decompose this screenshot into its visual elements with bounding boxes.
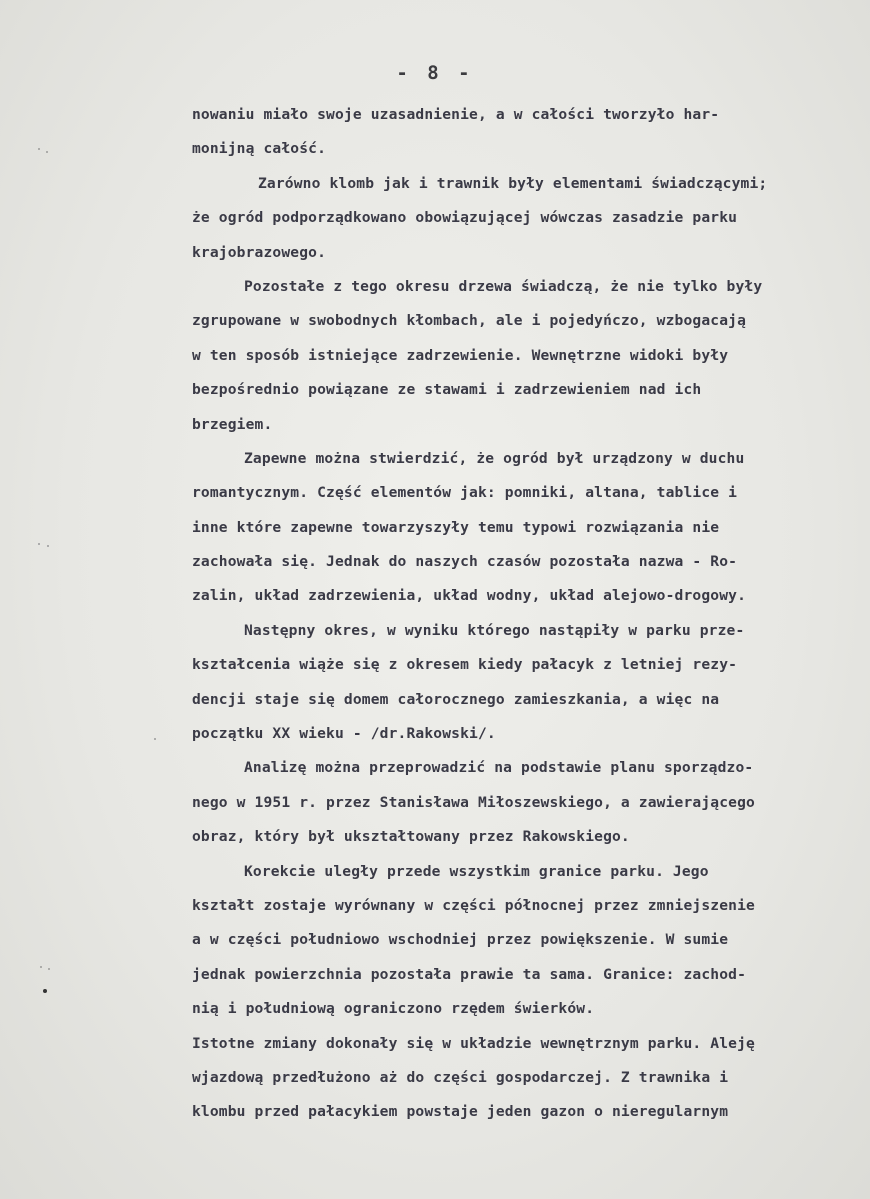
text-line: romantycznym. Część elementów jak: pomniki, altana, tablice i — [192, 484, 738, 502]
text-line: zachowała się. Jednak do naszych czasów pozostała nazwa - Ro- — [192, 553, 738, 571]
text-line: krajobrazowego. — [192, 243, 327, 261]
margin-mark — [38, 543, 40, 545]
text-line: a w części południowo wschodniej przez powiększenie. W sumie — [192, 931, 729, 949]
margin-mark — [46, 151, 48, 153]
text-line: monijną całość. — [192, 140, 327, 158]
text-line: Istotne zmiany dokonały się w układzie wewnętrznym parku. Aleję — [192, 1034, 755, 1052]
text-line: wjazdową przedłużono aż do części gospodarczej. Z trawnika i — [192, 1068, 729, 1086]
text-line: początku XX wieku - /dr.Rakowski/. — [192, 725, 496, 743]
text-line: Pozostałe z tego okresu drzewa świadczą, że nie tylko były — [244, 277, 763, 295]
text-line: obraz, który był ukształtowany przez Rakowskiego. — [192, 828, 630, 846]
text-line: kształt zostaje wyrównany w części północnej przez zmniejszenie — [192, 896, 755, 914]
text-line: zgrupowane w swobodnych kłombach, ale i pojedyńczo, wzbogacają — [192, 312, 747, 330]
text-line: Następny okres, w wyniku którego nastąpiły w parku prze- — [244, 621, 745, 639]
text-line: jednak powierzchnia pozostała prawie ta sama. Granice: zachod- — [192, 965, 747, 983]
margin-mark — [154, 738, 156, 740]
text-line: klombu przed pałacykiem powstaje jeden gazon o nieregularnym — [192, 1103, 729, 1121]
text-line: Zapewne można stwierdzić, że ogród był urządzony w duchu — [244, 449, 745, 467]
margin-mark — [48, 968, 50, 970]
text-line: Korekcie uległy przede wszystkim granice parku. Jego — [244, 862, 709, 880]
text-line: w ten sposób istniejące zadrzewienie. Wewnętrzne widoki były — [192, 346, 729, 364]
text-line: inne które zapewne towarzyszyły temu typowi rozwiązania nie — [192, 518, 720, 536]
text-line: Zarówno klomb jak i trawnik były elementami świadczącymi; — [258, 174, 768, 192]
page-number: - 8 - — [396, 62, 474, 84]
body-text — [192, 98, 852, 1130]
text-line: bezpośrednio powiązane ze stawami i zadrzewieniem nad ich — [192, 381, 702, 399]
text-line: kształcenia wiąże się z okresem kiedy pałacyk z letniej rezy- — [192, 656, 738, 674]
margin-mark — [38, 148, 40, 150]
text-line: brzegiem. — [192, 415, 273, 433]
text-line: nowaniu miało swoje uzasadnienie, a w całości tworzyło har- — [192, 106, 720, 123]
margin-mark — [43, 989, 47, 993]
text-line: nią i południową ograniczono rzędem świerków. — [192, 1000, 595, 1018]
text-line: że ogród podporządkowano obowiązującej wówczas zasadzie parku — [192, 209, 738, 227]
margin-mark — [40, 966, 42, 968]
text-line: zalin, układ zadrzewienia, układ wodny, układ alejowo-drogowy. — [192, 587, 747, 605]
text-line: nego w 1951 r. przez Stanisława Miłoszewskiego, a zawierającego — [192, 793, 755, 811]
margin-mark — [47, 545, 49, 547]
text-line: dencji staje się domem całorocznego zamieszkania, a więc na — [192, 690, 720, 708]
text-line: Analizę można przeprowadzić na podstawie planu sporządzo- — [244, 759, 754, 777]
